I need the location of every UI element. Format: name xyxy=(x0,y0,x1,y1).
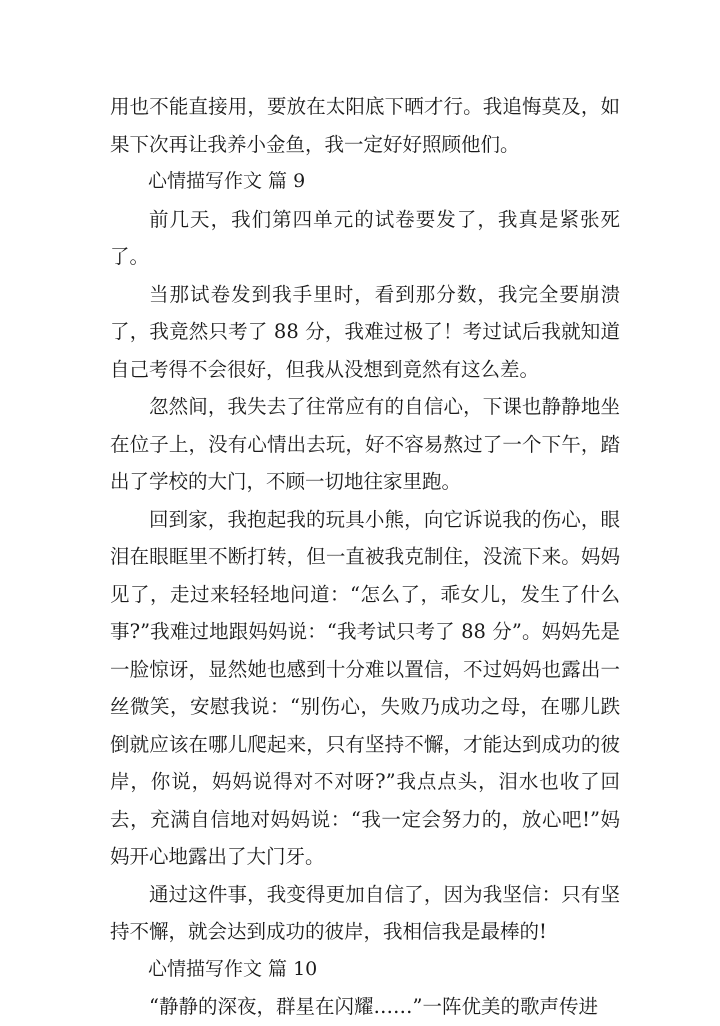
paragraph: 当那试卷发到我手里时，看到那分数，我完全要崩溃了，我竟然只考了 88 分，我难过极了！考过试后我就知道自己考得不会很好，但我从没想到竟然有这么差。 xyxy=(110,282,620,381)
paragraph: 忽然间，我失去了往常应有的自信心，下课也静静地坐在位子上，没有心情出去玩，好不容易熬过了一个下午，踏出了学校的大门，不顾一切地往家里跑。 xyxy=(110,395,620,493)
section-heading-10: 心情描写作文 篇 10 xyxy=(148,957,318,980)
section-heading-9: 心情描写作文 篇 9 xyxy=(148,170,306,192)
paragraph: “静静的深夜，群星在闪耀……”一阵优美的歌声传进 xyxy=(149,995,598,1018)
paragraph-continued: 用也不能直接用，要放在太阳底下晒才行。我追悔莫及，如果下次再让我养小金鱼，我一定好好照顾他们。 xyxy=(110,95,620,156)
paragraph: 通过这件事，我变得更加自信了，因为我坚信：只有坚持不懈，就会达到成功的彼岸，我相信我是最棒的! xyxy=(110,882,620,943)
document-body xyxy=(110,88,620,1026)
paragraph: 前几天，我们第四单元的试卷要发了，我真是紧张死了。 xyxy=(110,207,620,268)
paragraph: 回到家，我抱起我的玩具小熊，向它诉说我的伤心，眼泪在眼眶里不断打转，但一直被我克制住，没流下来。妈妈见了，走过来轻轻地问道：“怎么了，乖女儿，发生了什么事?”我难过地跟妈妈说：“我考试只考了 88 分”。妈妈先是一脸惊讶，显然她也感到十分难以置信，不过妈妈也露出一丝微笑，安慰我说：“别伤心，失败乃成功之母，在哪儿跌倒就应该在哪儿爬起来，只有坚持不懈，才能达到成功的彼岸，你说，妈妈说得对不对呀?”我点点头，泪水也收了回去，充满自信地对妈妈说：“我一定会努力的，放心吧!”妈妈开心地露出了大门牙。 xyxy=(110,507,620,868)
